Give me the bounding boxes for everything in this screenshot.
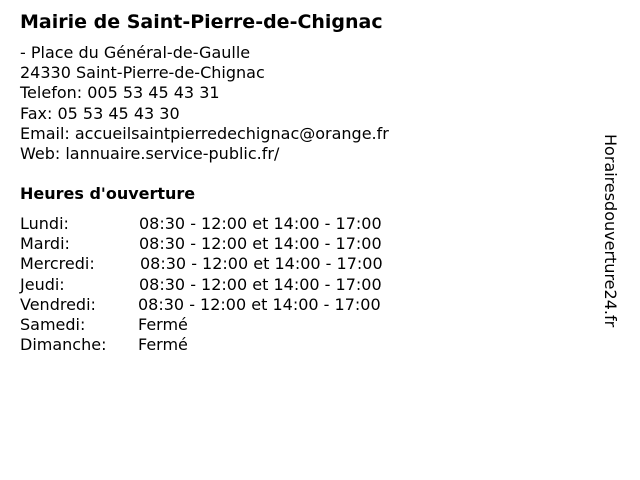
day-hours: 08:30 - 12:00 et 14:00 - 17:00: [139, 214, 382, 233]
site-watermark: Horairesdouverture24.fr: [601, 134, 620, 328]
day-label: Dimanche:: [20, 335, 107, 355]
city-address: 24330 Saint-Pierre-de-Chignac: [20, 63, 265, 83]
day-hours: 08:30 - 12:00 et 14:00 - 17:00: [139, 274, 382, 294]
website-address: Web: lannuaire.service-public.fr/: [20, 144, 280, 164]
phone-number: Telefon: 005 53 45 43 31: [20, 83, 220, 103]
street-address: - Place du Général-de-Gaulle: [20, 43, 251, 62]
day-hours: 08:30 - 12:00 et 14:00 - 17:00: [138, 294, 381, 314]
day-label: Mercredi:: [20, 254, 95, 274]
address-block: [20, 43, 389, 164]
day-label: Lundi:: [20, 214, 69, 233]
email-address: Email: accueilsaintpierredechignac@orange.fr: [20, 123, 389, 143]
opening-hours-heading: Heures d'ouverture: [20, 184, 196, 203]
fax-number: Fax: 05 53 45 43 30: [20, 103, 180, 123]
day-hours: 08:30 - 12:00 et 14:00 - 17:00: [139, 234, 382, 254]
day-label: Mardi:: [20, 234, 70, 254]
day-hours: 08:30 - 12:00 et 14:00 - 17:00: [140, 254, 383, 274]
day-label: Jeudi:: [20, 274, 65, 294]
day-label: Vendredi:: [20, 294, 96, 314]
day-hours: Fermé: [138, 335, 188, 355]
page-title: Mairie de Saint-Pierre-de-Chignac: [20, 11, 383, 33]
day-label: Samedi:: [20, 314, 86, 334]
day-hours: Fermé: [138, 314, 188, 334]
